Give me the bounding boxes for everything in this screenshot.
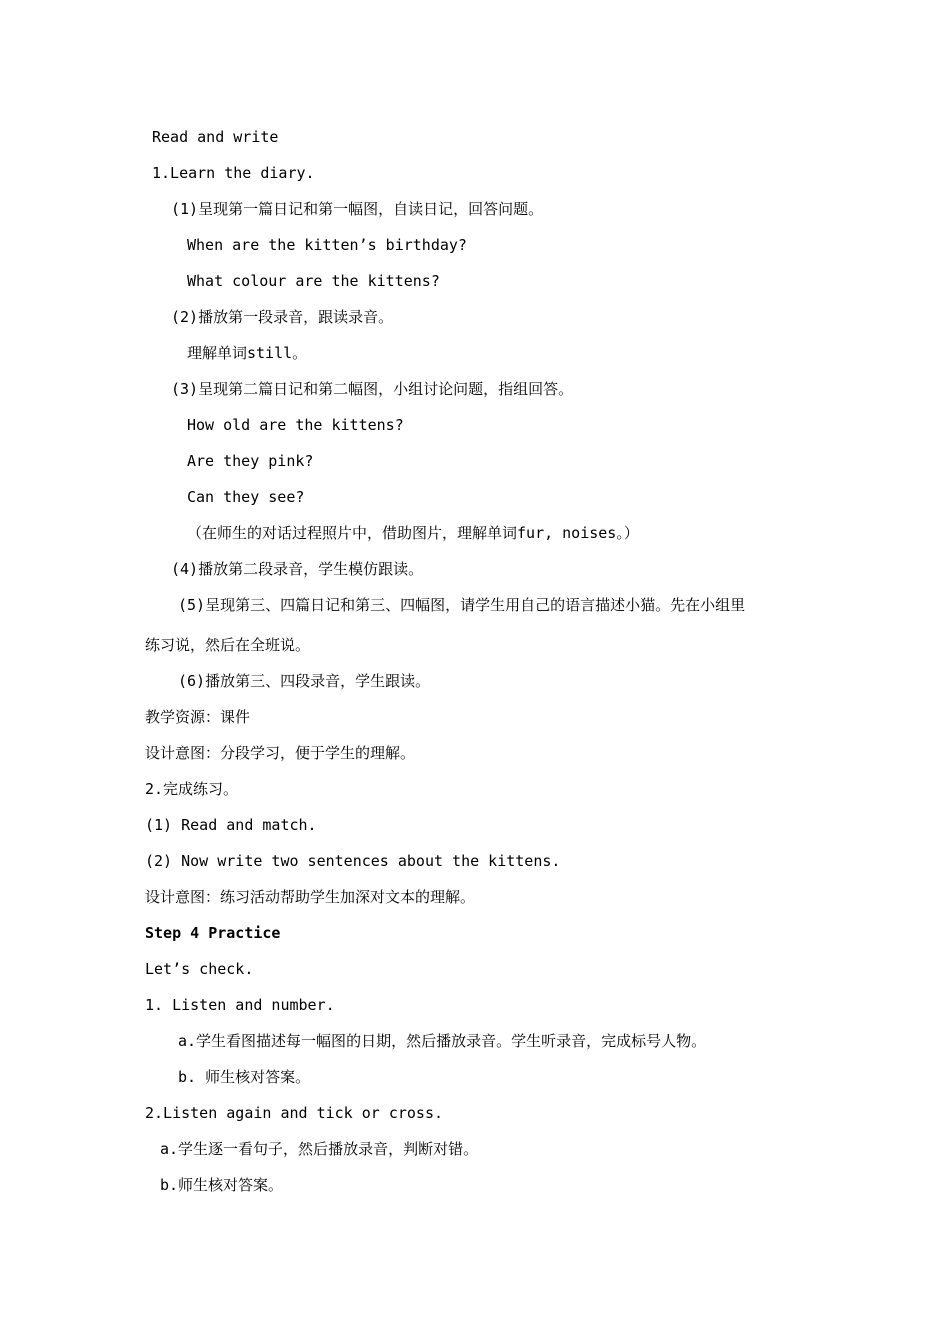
question-see: Can they see? [187, 488, 305, 506]
step-4-play-second-recording: (4)播放第二段录音，学生模仿跟读。 [171, 560, 424, 578]
question-pink: Are they pink? [187, 452, 314, 470]
subheading-lets-check: Let’s check. [145, 960, 254, 978]
question-colour: What colour are the kittens? [187, 272, 440, 290]
item-listen-and-number: 1. Listen and number. [145, 996, 335, 1014]
substep-b-check-answers-2: b.师生核对答案。 [160, 1176, 284, 1194]
item-listen-again-tick-cross: 2.Listen again and tick or cross. [145, 1104, 444, 1122]
substep-b-check-answers: b. 师生核对答案。 [178, 1068, 311, 1086]
section-heading-step-4-practice: Step 4 Practice [145, 924, 281, 942]
vocab-still: 理解单词still。 [187, 344, 308, 362]
design-intent-1: 设计意图：分段学习，便于学生的理解。 [145, 744, 416, 762]
step-2-play-first-recording: (2)播放第一段录音，跟读录音。 [171, 308, 394, 326]
teaching-resources: 教学资源：课件 [145, 708, 251, 726]
step-5-continuation: 练习说，然后在全班说。 [145, 636, 311, 654]
step-3-present-second-diary: (3)呈现第二篇日记和第二幅图，小组讨论问题，指组回答。 [171, 380, 574, 398]
substep-a-describe-pictures: a.学生看图描述每一幅图的日期，然后播放录音。学生听录音，完成标号人物。 [178, 1032, 707, 1050]
substep-a-read-sentences: a.学生逐一看句子，然后播放录音，判断对错。 [160, 1140, 479, 1158]
design-intent-2: 设计意图：练习活动帮助学生加深对文本的理解。 [145, 888, 476, 906]
step-6-play-third-fourth-recording: (6)播放第三、四段录音，学生跟读。 [178, 672, 431, 690]
exercise-read-and-match: (1) Read and match. [145, 816, 317, 834]
step-5-present-third-fourth-diary: (5)呈现第三、四篇日记和第三、四幅图，请学生用自己的语言描述小猫。先在小组里 [178, 596, 746, 614]
item-complete-exercises: 2.完成练习。 [145, 780, 239, 798]
question-birthday: When are the kitten’s birthday? [187, 236, 467, 254]
note-vocab-fur-noises: （在师生的对话过程照片中，借助图片，理解单词fur, noises。） [187, 524, 639, 542]
item-learn-the-diary: 1.Learn the diary. [152, 164, 315, 182]
question-how-old: How old are the kittens? [187, 416, 404, 434]
step-1-present-first-diary: (1)呈现第一篇日记和第一幅图，自读日记，回答问题。 [171, 200, 544, 218]
exercise-write-sentences: (2) Now write two sentences about the kittens. [145, 852, 561, 870]
section-heading-read-and-write: Read and write [152, 128, 279, 146]
